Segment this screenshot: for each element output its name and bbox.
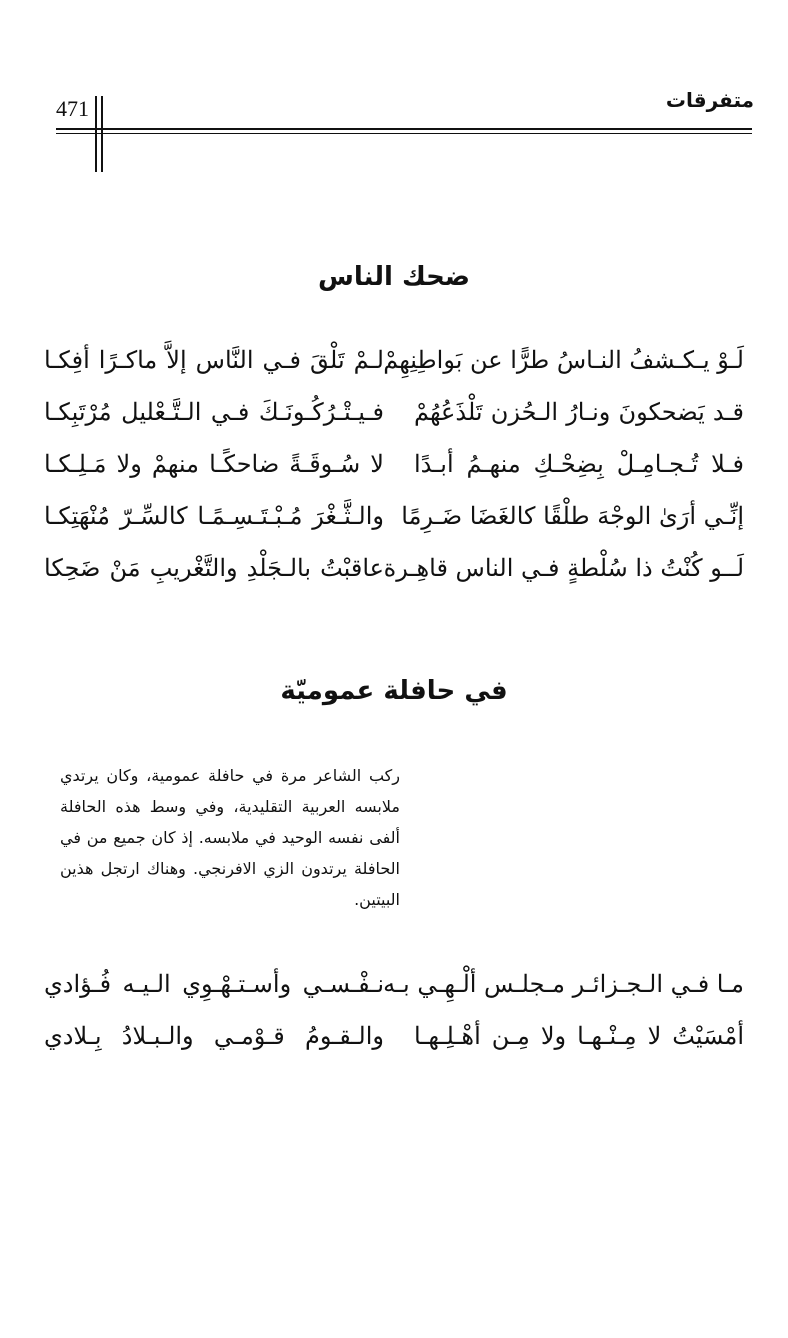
verse-first-hemistich: فـلا تُـجـامِـلْ بِضِحْـكِ منهـمُ أبـدًا bbox=[414, 450, 744, 478]
intro-paragraph bbox=[60, 760, 400, 915]
verse-row bbox=[0, 450, 788, 502]
section-title-bus: في حافلة عموميّة bbox=[280, 676, 508, 706]
verse-first-hemistich: أمْسَيْتُ لا مِـنْـهـا ولا مِـن أهْـلِـهـا bbox=[414, 1022, 744, 1050]
header-rule-top bbox=[56, 128, 752, 130]
verse-second-hemistich: نـفْـسـي وأسـتـهْـوِي الـيـه فُـؤادي bbox=[44, 970, 384, 998]
page-number: 471 bbox=[56, 96, 89, 121]
section-title-laughter: ضحك الناس bbox=[317, 262, 471, 292]
verse-first-hemistich: لَــو كُنْتُ ذا سُلْطةٍ فـي الناس قاهِـرة bbox=[383, 554, 744, 582]
header-rule-bottom bbox=[56, 133, 752, 134]
verse-row bbox=[0, 554, 788, 606]
verse-row bbox=[0, 502, 788, 554]
header-vertical-rule-right bbox=[101, 96, 103, 172]
verse-row bbox=[0, 1022, 788, 1074]
poem-laughter bbox=[0, 346, 788, 606]
header-vertical-rule-left bbox=[95, 96, 97, 172]
poem-bus bbox=[0, 970, 788, 1074]
verse-first-hemistich: إنِّـي أرَىٰ الوجْهَ طلْقًا كالغَضَا ضَـرِمًا bbox=[401, 502, 744, 530]
verse-second-hemistich: عاقبْتُ بالـجَلْدِ والتَّغْريبِ مَنْ ضَحِكا bbox=[44, 554, 384, 582]
verse-second-hemistich: والـثَّـغْرَ مُـبْـتَـسِـمًـا كالسِّـرّ مُنْهَتِكـا bbox=[44, 502, 384, 530]
verse-second-hemistich: والـقـومُ قـوْمـي والـبـلادُ بِـلادي bbox=[44, 1022, 384, 1050]
verse-first-hemistich: قـد يَضحكونَ ونـارُ الـحُزن تَلْذَعُهُمْ bbox=[414, 398, 744, 426]
verse-first-hemistich: مـا فـي الـجـزائـر مـجلـس ألْـهِـي بـه bbox=[383, 970, 744, 998]
intro-text: ركب الشاعر مرة في حافلة عمومية، وكان يرتدي ملابسه العربية التقليدية، وفي وسط هذه الحافلة ألفى نفسه الوحيد في ملابسه. إذ كان جميع من في الحافلة يرتدون الزي الافرنجي. وهناك ارتجل هذين البيتين. bbox=[60, 766, 400, 909]
verse-second-hemistich: لا سُـوقَـةً ضاحكًـا منهمْ ولا مَـلِـكـا bbox=[44, 450, 384, 478]
verse-row bbox=[0, 346, 788, 398]
verse-row bbox=[0, 398, 788, 450]
verse-second-hemistich: فـيـتْـرُكُـونَـكَ فـي الـتَّـعْليل مُرْتَبِكـا bbox=[44, 398, 384, 426]
verse-second-hemistich: لـمْ تَلْقَ فـي النَّاس إلاَّ ماكـرًا أفِكـا bbox=[44, 346, 384, 374]
verse-first-hemistich: لَـوْ يـكـشفُ النـاسُ طرًّا عن بَواطِنِهِمْ bbox=[383, 346, 744, 374]
verse-row bbox=[0, 970, 788, 1022]
running-title: متفرقات bbox=[665, 88, 754, 112]
